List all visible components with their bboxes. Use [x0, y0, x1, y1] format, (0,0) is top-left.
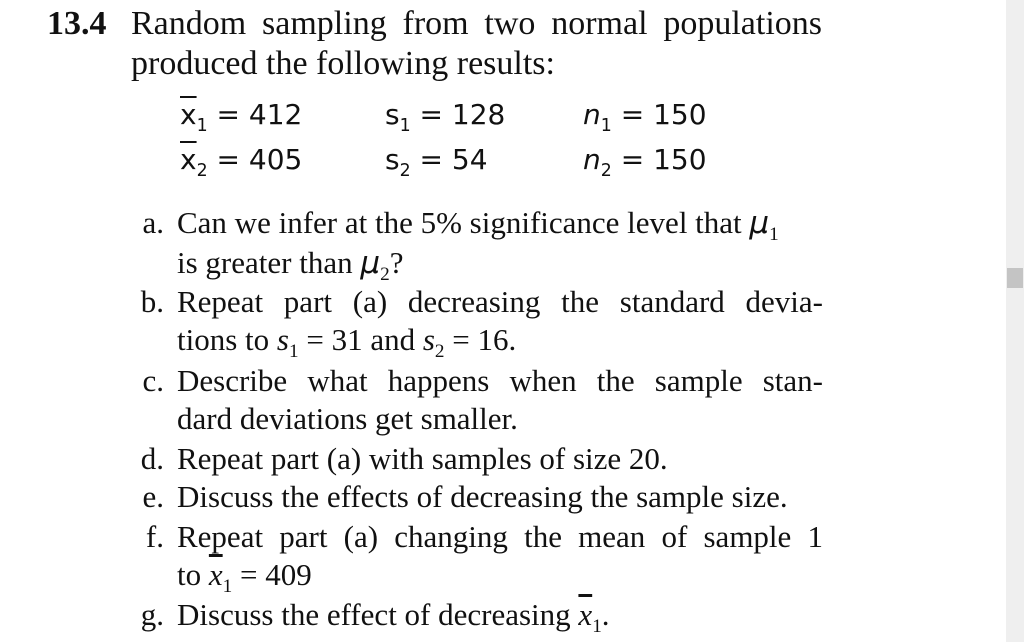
- part-f-line1: Repeat part (a) changing the mean of sample 1: [177, 519, 823, 554]
- part-g-text: Discuss the effect of decreasing $\overline{x}_1$.: [177, 597, 610, 638]
- vertical-scrollbar[interactable]: [1006, 0, 1024, 642]
- part-g-label: g.: [140, 597, 164, 632]
- n1-value: 150: [653, 98, 707, 131]
- part-a-label: a.: [142, 205, 164, 240]
- part-b-label: b.: [140, 284, 164, 319]
- n2-value: 150: [653, 143, 707, 176]
- stat-s2: $s_2 = 54$: [385, 143, 488, 181]
- xbar2-value: 405: [248, 143, 303, 176]
- problem-number: 13.4: [47, 5, 107, 42]
- part-f-line2: to $\overline{x}_1 = 409$: [177, 557, 312, 598]
- part-c-line1: Describe what happens when the sample stan-: [177, 363, 823, 398]
- scrollbar-thumb[interactable]: [1007, 268, 1023, 288]
- problem-stem-line2: produced the following results:: [131, 45, 555, 82]
- stat-xbar1: $\overline{x}_1 = 412$: [180, 98, 303, 136]
- part-b-line1: Repeat part (a) decreasing the standard devia-: [177, 284, 823, 319]
- part-d-label: d.: [140, 441, 164, 476]
- part-a-line1: Can we infer at the 5% significance level that $\mu_1$: [177, 205, 779, 246]
- part-f-label: f.: [145, 519, 164, 554]
- part-c-label: c.: [142, 363, 164, 398]
- s1-value: 128: [451, 98, 506, 131]
- stat-xbar2: $\overline{x}_2 = 405$: [180, 143, 303, 181]
- s2-value: 54: [451, 143, 488, 176]
- xbar1-value: 412: [248, 98, 303, 131]
- part-b-line2: tions to $s_1 = 31$ and $s_2 = 16$.: [177, 322, 517, 363]
- part-e-label: e.: [142, 479, 164, 514]
- stat-s1: $s_1 = 128$: [385, 98, 506, 136]
- part-a-line2: is greater than $\mu_2$?: [177, 245, 404, 286]
- stat-n1: $n_1 = 150$: [583, 98, 707, 136]
- problem-stem-line1: Random sampling from two normal populations: [131, 5, 822, 42]
- part-e-text: Discuss the effects of decreasing the sample size.: [177, 479, 788, 514]
- part-d-text: Repeat part (a) with samples of size 20.: [177, 441, 668, 476]
- stat-n2: $n_2 = 150$: [583, 143, 707, 181]
- part-c-line2: dard deviations get smaller.: [177, 401, 518, 436]
